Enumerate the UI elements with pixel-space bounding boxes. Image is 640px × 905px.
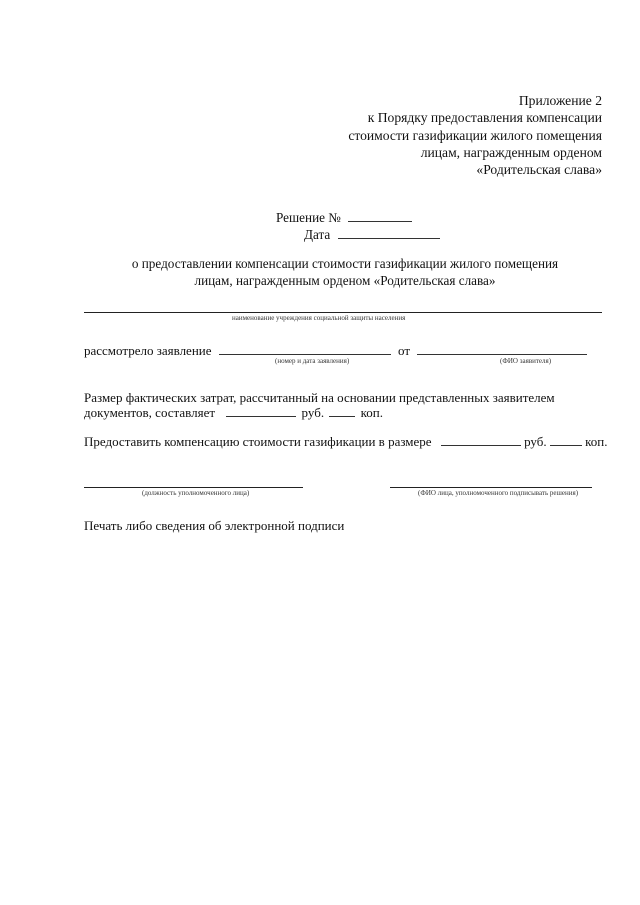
decision-subject xyxy=(0,256,640,289)
appendix-line: к Порядку предоставления компенсации xyxy=(367,110,602,126)
official-position-caption: (должность уполномоченного лица) xyxy=(142,489,250,497)
subject-line: лицам, награжденным орденом «Родительская слава» xyxy=(194,272,496,288)
decision-number-row xyxy=(276,210,440,227)
applicant-caption: (ФИО заявителя) xyxy=(500,357,552,365)
application-prefix: рассмотрело заявление xyxy=(84,343,212,358)
appendix-title: Приложение 2 xyxy=(518,93,602,108)
expenses-row xyxy=(84,405,383,421)
expenses-line-1: Размер фактических затрат, рассчитанный на основании представленных заявителем xyxy=(84,390,555,405)
official-name-caption: (ФИО лица, уполномоченного подписывать решения) xyxy=(418,489,579,497)
official-position-field[interactable] xyxy=(84,487,303,488)
compensation-kop-field[interactable] xyxy=(550,434,582,446)
expenses-rub-field[interactable] xyxy=(226,405,296,417)
compensation-row xyxy=(84,434,607,450)
decision-number-field[interactable] xyxy=(348,210,412,222)
institution-caption: наименование учреждения социальной защиты населения xyxy=(232,314,406,322)
decision-block xyxy=(276,210,440,243)
application-number-field[interactable] xyxy=(219,343,391,355)
decision-date-label: Дата xyxy=(304,226,331,242)
expenses-prefix: документов, составляет xyxy=(84,405,216,420)
application-from-label: от xyxy=(398,343,411,358)
appendix-line: «Родительская слава» xyxy=(476,162,602,178)
seal-note: Печать либо сведения об электронной подписи xyxy=(84,518,345,533)
decision-date-field[interactable] xyxy=(338,227,440,239)
institution-name-field[interactable] xyxy=(84,312,602,313)
compensation-rub-field[interactable] xyxy=(441,434,521,446)
compensation-rub-label: руб. xyxy=(524,434,547,449)
expenses-kop-label: коп. xyxy=(360,405,383,420)
subject-line: о предоставлении компенсации стоимости газификации жилого помещения xyxy=(131,256,559,271)
official-name-field[interactable] xyxy=(390,487,592,488)
expenses-kop-field[interactable] xyxy=(329,405,355,417)
decision-number-label: Решение № xyxy=(276,210,341,225)
compensation-kop-label: коп. xyxy=(585,434,608,449)
appendix-line: лицам, награжденным орденом xyxy=(420,144,602,160)
compensation-prefix: Предоставить компенсацию стоимости газификации в размере xyxy=(84,434,432,449)
applicant-name-field[interactable] xyxy=(417,343,587,355)
expenses-rub-label: руб. xyxy=(301,405,325,420)
decision-date-row xyxy=(276,227,440,244)
appendix-line: стоимости газификации жилого помещения xyxy=(348,127,602,143)
appendix-header xyxy=(348,92,602,178)
application-number-caption: (номер и дата заявления) xyxy=(275,357,350,365)
